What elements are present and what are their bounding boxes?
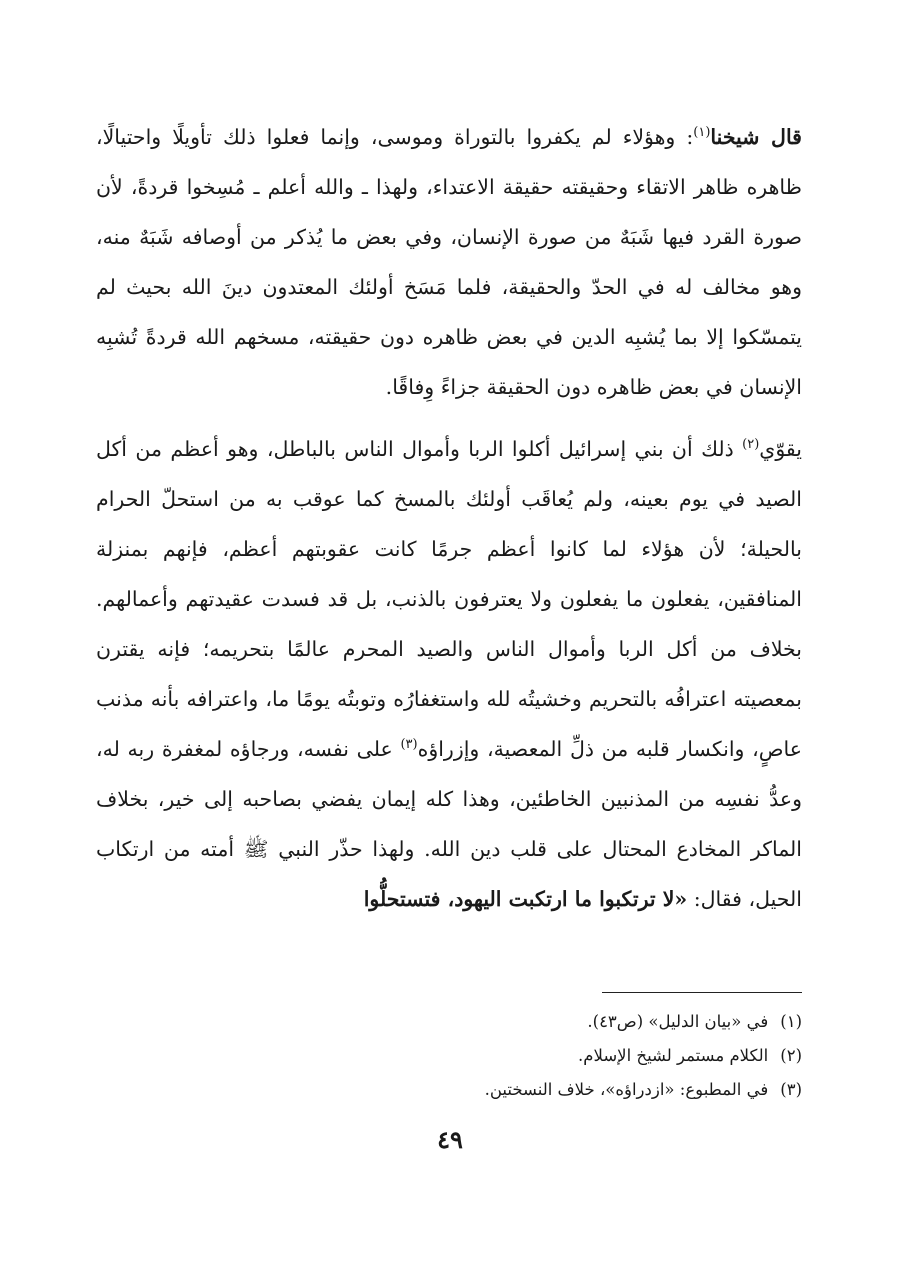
paragraph-1 — [96, 112, 802, 412]
main-text — [96, 112, 802, 924]
paragraph-2 — [96, 424, 802, 924]
footnote-number: (٢) — [780, 1046, 802, 1065]
footnotes — [96, 1005, 802, 1107]
paragraph-1-text: : وهؤلاء لم يكفروا بالتوراة وموسى، وإنما فعلوا ذلك تأويلًا واحتيالًا، ظاهره ظاهر الاتقاء وحقيقته حقيقة الاعتداء، ولهذا ـ والله أعلم ـ مُسِخوا قردةً، لأن صورة القرد فيها شَبَهٌ من صورة الإنسان، وفي بعض ما يُذكر من أوصافه شَبَهٌ منه، وهو مخالف له في الحدّ والحقيقة، فلما مَسَخ أولئك المعتدون دينَ الله بحيث لم يتمسّكوا إلا بما يُشبِه الدين في بعض ظاهره دون حقيقته، مسخهم الله قردةً تُشبِه الإنسان في بعض ظاهره دون الحقيقة جزاءً وِفاقًا. — [96, 125, 802, 399]
footnote-text: في المطبوع: «ازدراؤه»، خلاف النسختين. — [484, 1080, 769, 1099]
footnote-number: (١) — [780, 1012, 802, 1031]
footnote-3 — [96, 1073, 802, 1107]
paragraph-2-text-b: على نفسه، ورجاؤه لمغفرة ربه له، وعدُّ نفسِه من المذنبين الخاطئين، وهذا كله إيمان يفضي بصاحبه إلى خير، بخلاف الماكر المخادع المحتال على قلب دين الله. ولهذا حذّر النبي ﷺ أمته من ارتكاب الحيل، فقال: — [96, 737, 802, 911]
footnote-ref-1[interactable]: (١) — [693, 125, 711, 141]
footnote-text: في «بيان الدليل» (ص٤٣). — [587, 1012, 769, 1031]
paragraph-1-lead: قال شيخنا — [710, 125, 802, 149]
hadith-quote: «لا ترتكبوا ما ارتكبت اليهود، فتستحلُّوا — [363, 887, 688, 911]
page-number: ٤٩ — [437, 1125, 463, 1154]
footnote-text: الكلام مستمر لشيخ الإسلام. — [578, 1046, 769, 1065]
paragraph-2-lead: يقوّي — [759, 437, 802, 461]
footnote-ref-3[interactable]: (٣) — [400, 737, 418, 753]
footnote-2 — [96, 1039, 802, 1073]
paragraph-2-text-a: ذلك أن بني إسرائيل أكلوا الربا وأموال الناس بالباطل، وهو أعظم من أكل الصيد في يوم بعينه، ولم يُعاقَب أولئك بالمسخ كما عوقب به من استحلّ الحرام بالحيلة؛ لأن هؤلاء لما كانوا أعظم جرمًا كانت عقوبتهم أعظم، فإنهم بمنزلة المنافقين، يفعلون ما يفعلون ولا يعترفون بالذنب، بل قد فسدت عقيدتهم وأعمالهم. بخلاف من أكل الربا وأموال الناس والصيد المحرم عالمًا بتحريمه؛ فإنه يقترن بمعصيته اعترافُه بالتحريم وخشيتُه لله واستغفارُه وتوبتُه يومًا ما، واعترافه بأنه مذنب عاصٍ، وانكسار قلبه من ذلِّ المعصية، وإزراؤه — [96, 437, 803, 761]
footnote-number: (٣) — [780, 1080, 802, 1099]
footnote-divider — [602, 992, 802, 993]
footnote-1 — [96, 1005, 802, 1039]
footnote-ref-2[interactable]: (٢) — [742, 437, 760, 453]
